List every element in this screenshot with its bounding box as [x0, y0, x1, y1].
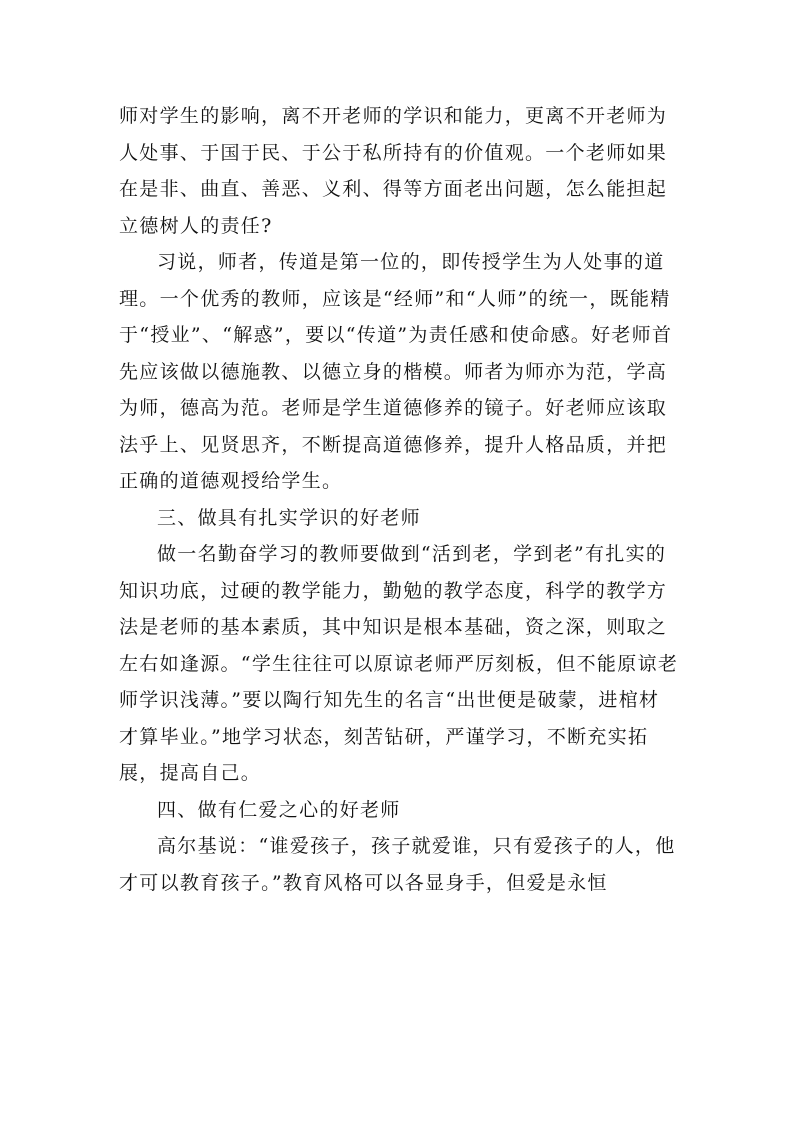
paragraph-2: 习说，师者，传道是第一位的，即传授学生为人处事的道理。一个优秀的教师，应该是“经师”和“人师”的统一，既能精于“授业”、“解惑”，要以“传道”为责任感和使命感。好老师首先应该做以德施教、以德立身的楷模。师者为师亦为范，学高为师，德高为范。老师是学生道德修养的镜子。好老师应该取法乎上、见贤思齐，不断提高道德修养，提升人格品质，并把正确的道德观授给学生。 [119, 251, 673, 492]
paragraph-6: 高尔基说：“谁爱孩子，孩子就爱谁，只有爱孩子的人，他才可以教育孩子。”教育风格可以各显身手，但爱是永恒 [119, 835, 676, 894]
paragraph-1: 师对学生的影响，离不开老师的学识和能力，更离不开老师为人处事、于国于民、于公于私所持有的价值观。一个老师如果在是非、曲直、善恶、义利、得等方面老出问题，怎么能担起立德树人的责任? [119, 105, 668, 237]
section-heading-4: 四、做有仁爱之心的好老师 [157, 798, 401, 821]
section-heading-3: 三、做具有扎实学识的好老师 [157, 506, 421, 529]
document-body [119, 98, 679, 901]
paragraph-4: 做一名勤奋学习的教师要做到“活到老，学到老”有扎实的知识功底，过硬的教学能力，勤勉的教学态度，科学的教学方法是老师的基本素质，其中知识是根本基础，资之深，则取之左右如逢源。“学生往往可以原谅老师严厉刻板，但不能原谅老师学识浅薄。”要以陶行知先生的名言“出世便是破蒙，进棺材才算毕业。”地学习状态，刻苦钻研，严谨学习，不断充实拓展，提高自己。 [119, 543, 679, 784]
